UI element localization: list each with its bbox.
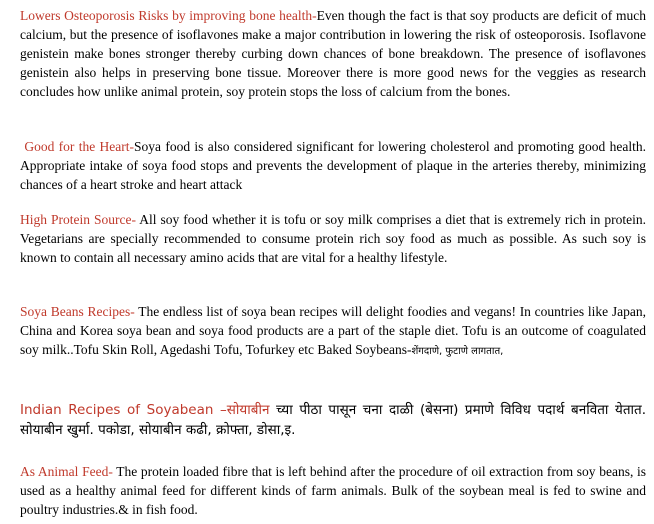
indian-recipes-heading: Indian Recipes of Soyabean –सोयाबीन [20,402,270,418]
indian-recipes-body: च्या पीठा पासून चना दाळी (बेसना) प्रमाणे विविध पदार्थ बनविता येतात. सोयाबीन खुर्मा. पकोडा, सोयाबीन कढी, क्रोफ्ता, डोसा,इ. [20,402,647,438]
recipes-hindi-note: शेंगदाणे, फुटाणे लागतात, [411,346,504,357]
recipes-paragraph [20,302,646,361]
osteoporosis-paragraph [20,6,646,101]
protein-body: All soy food whether it is tofu or soy milk comprises a diet that is extremely rich in protein. Vegetarians are specially recommended to consume protein rich soy food as much as possible. As such soy is known to contain all necessary amino acids that are vital for a healthy lifestyle. [20,212,646,265]
osteoporosis-heading: Lowers Osteoporosis Risks by improving bone health- [20,8,317,23]
osteoporosis-body: Even though the fact is that soy products are deficit of much calcium, but the presence of isoflavones make a major contribution in lowering the risk of osteoporosis. Isoflavone genistein make bones stronger thereby curbing down chances of bone breakdown. The presence of isoflavones genistein also helps in preserving bone tissue. Moreover there is more good news for the veggies as research concludes how unlike animal protein, soy protein stops the loss of calcium from the bones. [20,8,646,99]
animal-feed-heading: As Animal Feed- [20,464,113,479]
protein-heading: High Protein Source- [20,212,137,227]
protein-paragraph [20,210,646,267]
heart-paragraph [20,137,646,194]
heart-body: Soya food is also considered significant for lowering cholesterol and promoting good health. Appropriate intake of soya food stops and prevents the development of plaque in the arteries thereby, minimizing chances of a heart stroke and heart attack [20,139,646,192]
heart-heading: Good for the Heart- [20,139,135,154]
animal-feed-paragraph [20,462,646,519]
indian-recipes-paragraph [20,400,646,440]
recipes-heading: Soya Beans Recipes- [20,304,135,319]
animal-feed-body: The protein loaded fibre that is left behind after the procedure of oil extraction from soy beans, is used as a healthy animal feed for different kinds of farm animals. Bulk of the soybean meal is fed to swine and poultry industries.& in fish food. [20,464,646,517]
recipes-body: The endless list of soya bean recipes will delight foodies and vegans! In countries like Japan, China and Korea soya bean and soya food products are a part of the staple diet. Tofu is an outcome of coagulated soy milk..Tofu Skin Roll, Agedashi Tofu, Tofurkey etc Baked Soybeans- [20,304,646,357]
